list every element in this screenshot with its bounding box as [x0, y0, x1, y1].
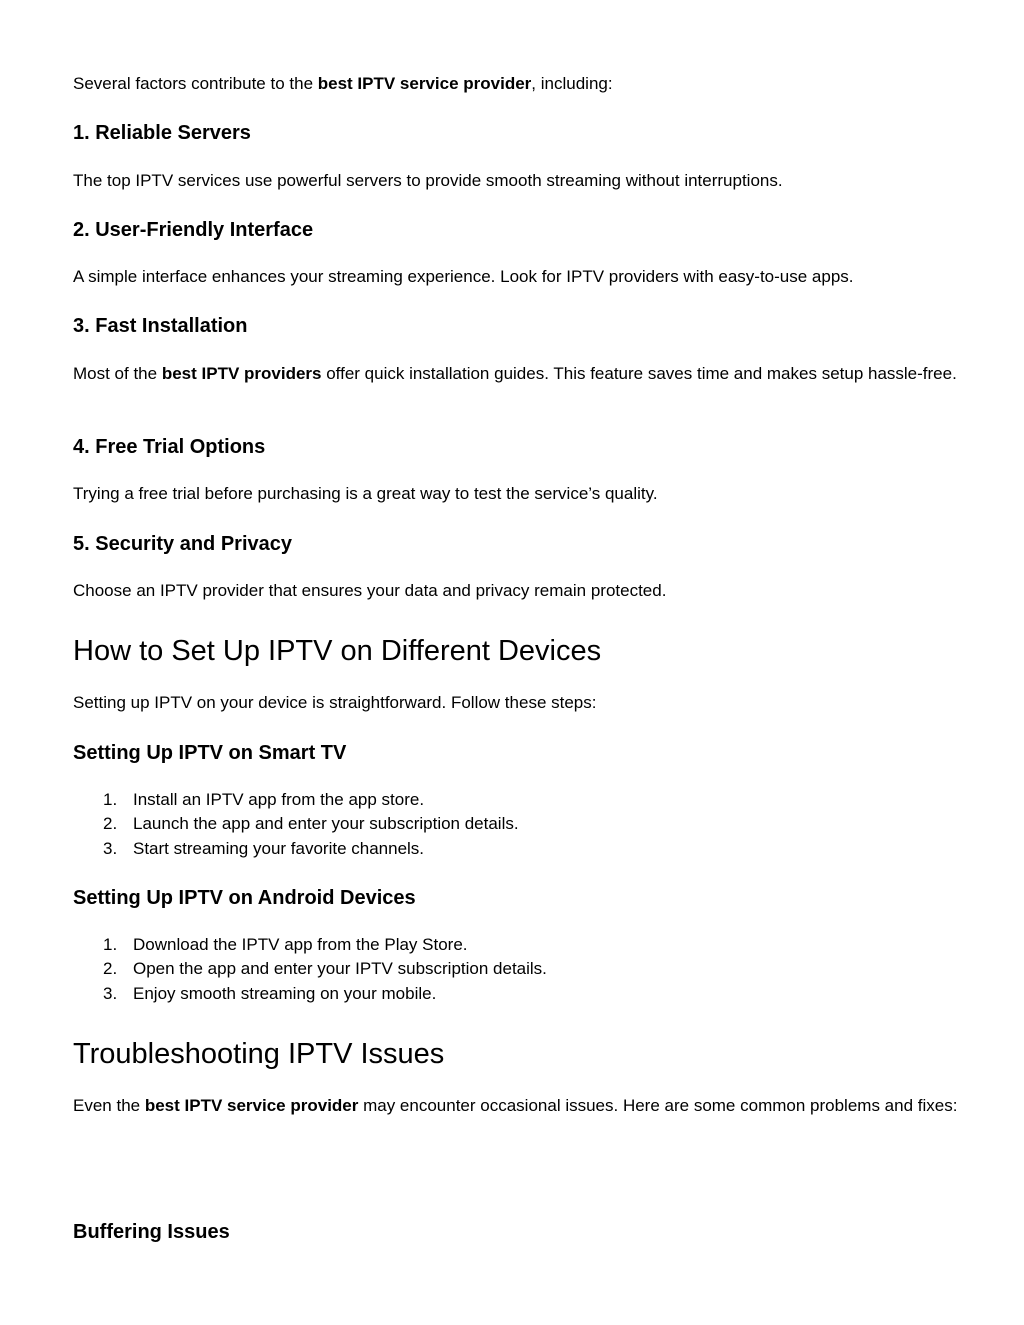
list-item-text: Start streaming your favorite channels.	[133, 838, 425, 858]
troubleshooting-text-part-end: may encounter occasional issues. Here are some common problems and fixes:	[358, 1096, 958, 1115]
factor-text-free-trial: Trying a free trial before purchasing is a great way to test the service’s quality.	[73, 484, 658, 503]
factor-text-security: Choose an IPTV provider that ensures your data and privacy remain protected.	[73, 581, 667, 600]
list-number: 2.	[103, 959, 118, 979]
android-steps-list	[73, 933, 547, 1006]
subheading-android: Setting Up IPTV on Android Devices	[73, 887, 416, 909]
factor-text-user-friendly: A simple interface enhances your streaming experience. Look for IPTV providers with easy-to-use apps.	[73, 267, 854, 286]
list-item-text: Launch the app and enter your subscription details.	[133, 814, 519, 834]
smart-tv-steps-list	[73, 788, 519, 861]
troubleshooting-text-part: Even the	[73, 1096, 145, 1115]
list-item-text: Enjoy smooth streaming on your mobile.	[133, 983, 437, 1003]
list-item	[73, 957, 547, 981]
intro-text-end: , including:	[531, 74, 613, 93]
factor-heading-user-friendly: 2. User-Friendly Interface	[73, 219, 314, 241]
subheading-buffering: Buffering Issues	[73, 1221, 230, 1243]
factor-heading-security: 5. Security and Privacy	[73, 533, 293, 555]
list-item-text: Install an IPTV app from the app store.	[133, 790, 425, 809]
factor-heading-reliable-servers: 1. Reliable Servers	[73, 122, 251, 144]
list-number: 1.	[103, 790, 118, 809]
factor-text-part-end: offer quick installation guides. This feature saves time and makes setup hassle-free.	[321, 364, 957, 383]
intro-bold-text: best IPTV service provider	[317, 74, 532, 93]
intro-paragraph	[73, 72, 963, 96]
section-heading-setup: How to Set Up IPTV on Different Devices	[73, 635, 602, 667]
troubleshooting-intro-text	[73, 1094, 963, 1118]
list-item	[73, 788, 519, 812]
list-item	[73, 982, 547, 1006]
factor-text-fast-installation	[73, 362, 963, 386]
factor-bold-text: best IPTV providers	[161, 364, 322, 383]
list-item	[73, 933, 547, 957]
factor-text-part: Most of the	[73, 364, 162, 383]
list-item-text: Download the IPTV app from the Play Store.	[133, 935, 468, 954]
list-number: 3.	[103, 838, 118, 858]
factor-text-reliable-servers: The top IPTV services use powerful servers to provide smooth streaming without interruptions.	[73, 171, 783, 190]
factor-heading-fast-installation: 3. Fast Installation	[73, 315, 248, 337]
section-heading-troubleshooting: Troubleshooting IPTV Issues	[73, 1038, 445, 1070]
list-number: 3.	[103, 983, 118, 1003]
intro-text: Several factors contribute to the	[73, 74, 318, 93]
setup-intro-text: Setting up IPTV on your device is straightforward. Follow these steps:	[73, 693, 597, 712]
list-number: 1.	[103, 935, 118, 954]
subheading-smart-tv: Setting Up IPTV on Smart TV	[73, 742, 347, 764]
list-item	[73, 812, 519, 836]
list-number: 2.	[103, 814, 118, 834]
list-item-text: Open the app and enter your IPTV subscription details.	[133, 959, 547, 979]
troubleshooting-bold-text: best IPTV service provider	[144, 1096, 359, 1115]
list-item	[73, 837, 519, 861]
factor-heading-free-trial: 4. Free Trial Options	[73, 436, 266, 458]
